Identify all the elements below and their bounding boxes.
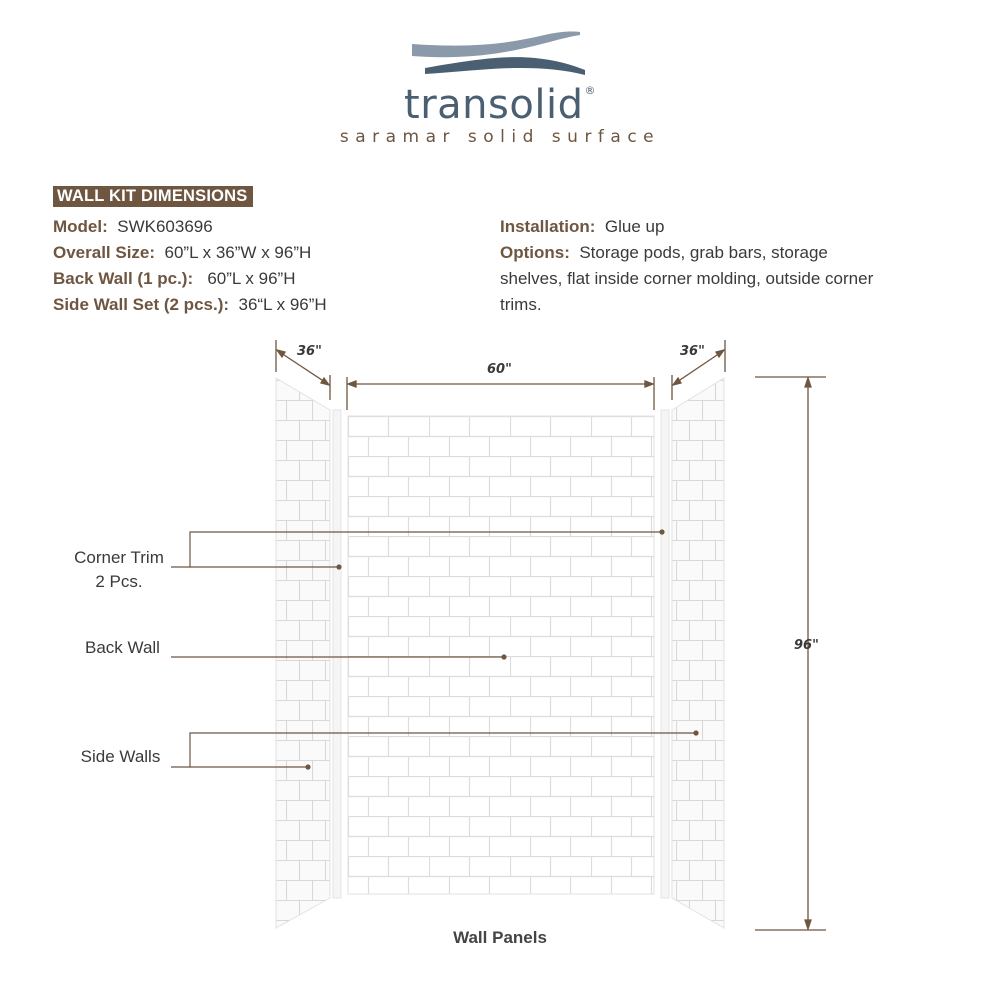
right-corner-trim: [661, 410, 669, 898]
callout-dot: [659, 529, 664, 534]
right-side-wall: [672, 378, 724, 928]
spec-installation: Installation: Glue up: [500, 217, 665, 236]
left-side-wall: [276, 378, 330, 928]
spec-back-wall: Back Wall (1 pc.): 60”L x 96”H: [53, 269, 296, 288]
dim-label-right-side: 36": [680, 344, 705, 359]
back-wall-panel: [348, 416, 654, 894]
section-heading: WALL KIT DIMENSIONS: [53, 186, 253, 207]
callout-dot: [501, 654, 506, 659]
dim-label-back: 60": [487, 362, 512, 377]
spec-model: Model: SWK603696: [53, 217, 213, 236]
callout-side-walls: Side Walls: [80, 747, 161, 766]
spec-side-wall-set: Side Wall Set (2 pcs.): 36“L x 96”H: [53, 295, 327, 314]
spec-overall-size: Overall Size: 60”L x 36”W x 96”H: [53, 243, 312, 262]
left-corner-trim: [333, 410, 341, 898]
dim-label-height: 96": [794, 638, 819, 653]
dim-label-left-side: 36": [297, 344, 322, 359]
trademark-symbol: ®: [584, 84, 596, 97]
diagram-caption: Wall Panels: [453, 928, 547, 947]
brand-name: transolid®: [404, 82, 596, 128]
callout-dot: [305, 764, 310, 769]
callout-corner-trim: Corner Trim 2 Pcs.: [74, 548, 164, 591]
spec-options: Options: Storage pods, grab bars, storage shelves, flat inside corner molding, outside corner trims.: [500, 243, 874, 314]
callout-dot: [693, 730, 698, 735]
callout-back-wall: Back Wall: [85, 638, 160, 657]
brand-tagline: saramar solid surface: [339, 127, 661, 147]
callout-dot: [336, 564, 341, 569]
